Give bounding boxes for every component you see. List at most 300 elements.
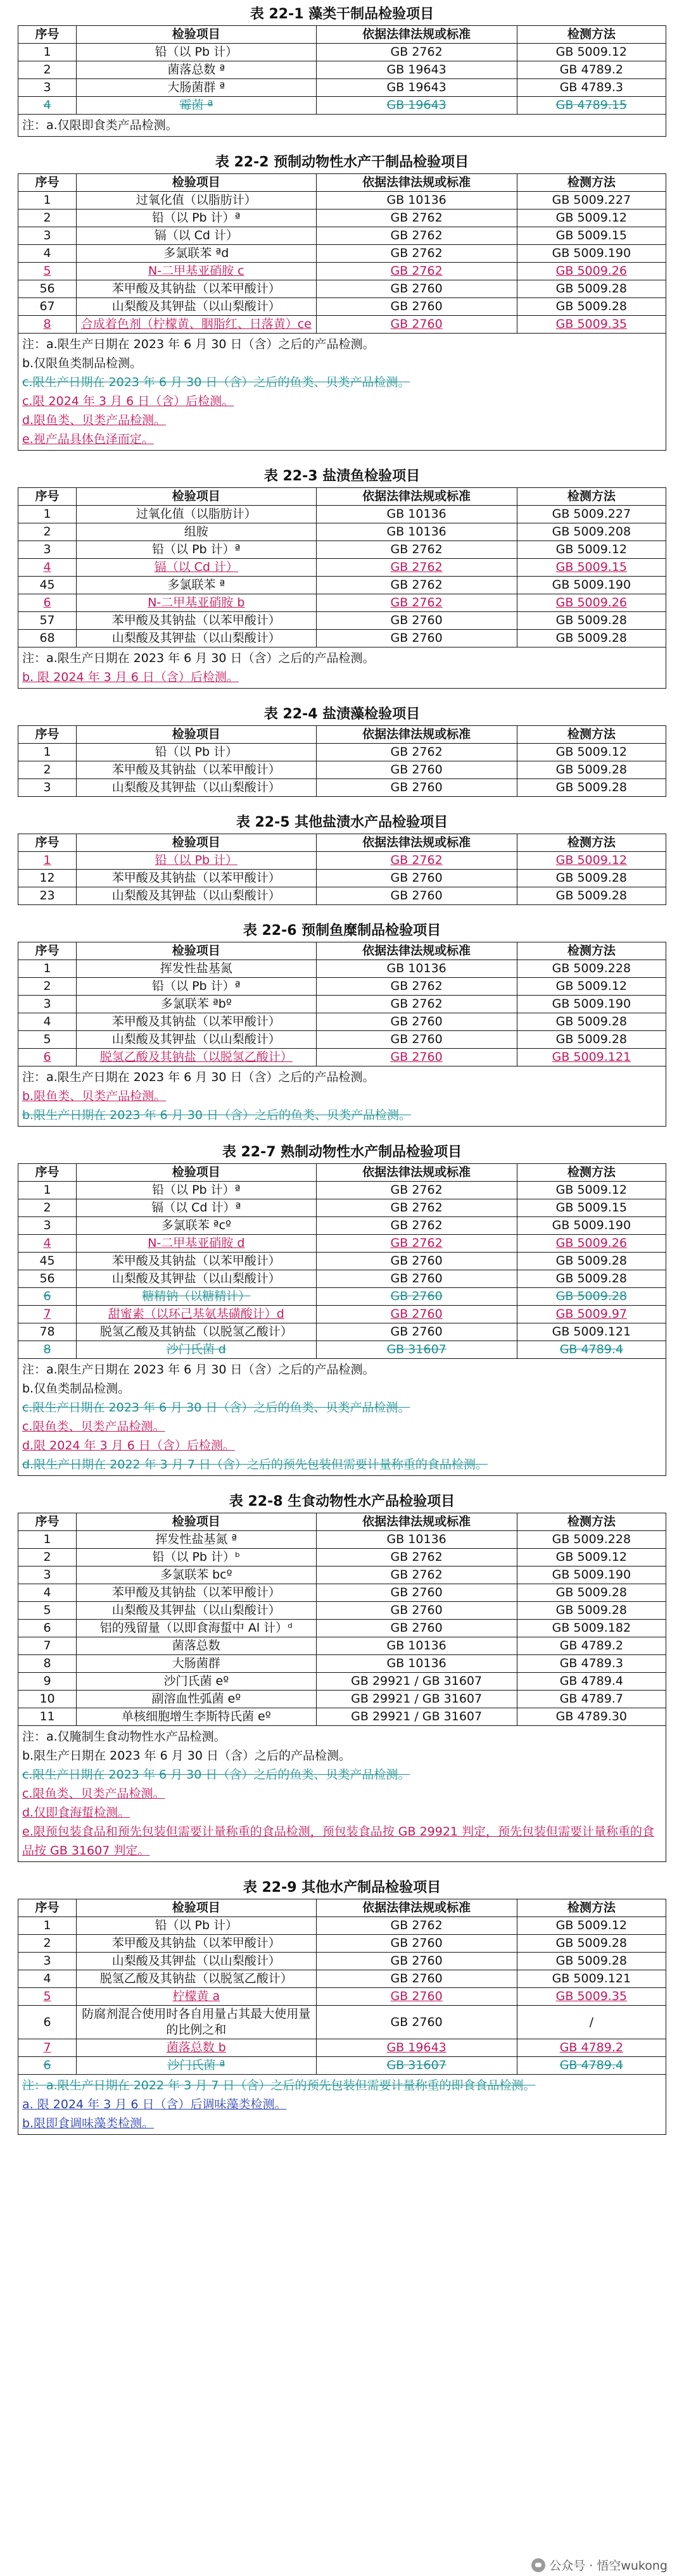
cell-text: 镉（以 Cd 计） bbox=[154, 228, 239, 242]
cell-item bbox=[77, 2006, 317, 2039]
cell-basis bbox=[316, 523, 517, 541]
cell-basis bbox=[316, 1217, 517, 1235]
cell-seq bbox=[18, 1323, 77, 1341]
cell-text: 甜蜜素（以环己基氨基磺酸计）d bbox=[108, 1307, 284, 1321]
cell-text: GB 5009.227 bbox=[552, 193, 631, 207]
cell-item bbox=[77, 2039, 317, 2057]
cell-seq bbox=[18, 541, 77, 559]
table-row bbox=[18, 779, 666, 797]
cell-basis bbox=[316, 1013, 517, 1031]
table-title: 表 22-8 生食动物性水产品检验项目 bbox=[229, 1494, 455, 1510]
table-row bbox=[18, 1049, 666, 1066]
cell-text: 单核细胞增生李斯特氏菌 eº bbox=[121, 1710, 271, 1723]
cell-item bbox=[77, 744, 317, 761]
cell-text: GB 31607 bbox=[386, 1342, 446, 1356]
column-header-basis: 依据法律法规或标准 bbox=[316, 1513, 517, 1531]
table-notes bbox=[18, 2075, 666, 2135]
cell-text: 铅（以 Pb 计）ª bbox=[152, 211, 241, 225]
cell-text: 7 bbox=[43, 1639, 51, 1653]
cell-text: 山梨酸及其钾盐（以山梨酸计） bbox=[111, 780, 281, 794]
cell-text: 大肠菌群 ª bbox=[167, 80, 225, 94]
cell-text: GB 2760 bbox=[390, 282, 443, 296]
cell-method bbox=[517, 245, 666, 263]
cell-text: GB 19643 bbox=[386, 80, 446, 94]
cell-seq bbox=[18, 1637, 77, 1655]
note-line: c.限生产日期在 2023 年 6 月 30 日（含）之后的鱼类、贝类产品检测。 bbox=[22, 1768, 410, 1782]
cell-seq bbox=[18, 1341, 77, 1359]
cell-text: GB 2762 bbox=[390, 979, 443, 993]
cell-method bbox=[517, 1288, 666, 1306]
table-row bbox=[18, 1199, 666, 1217]
note-line: c.限生产日期在 2023 年 6 月 30 日（含）之后的鱼类、贝类产品检测。 bbox=[22, 1401, 410, 1415]
cell-item bbox=[77, 209, 317, 227]
cell-text: 1 bbox=[43, 45, 51, 59]
cell-text: GB 2762 bbox=[390, 228, 443, 242]
cell-text: GB 4789.4 bbox=[559, 2058, 623, 2072]
table-row bbox=[18, 209, 666, 227]
cell-method bbox=[517, 1182, 666, 1199]
table-row bbox=[18, 1584, 666, 1602]
cell-text: 6 bbox=[43, 1050, 51, 1064]
cell-text: GB 2762 bbox=[390, 1218, 443, 1232]
cell-seq bbox=[18, 744, 77, 761]
cell-text: 苯甲酸及其钠盐（以苯甲酸计） bbox=[111, 282, 281, 296]
column-header-basis: 依据法律法规或标准 bbox=[316, 942, 517, 960]
cell-text: GB 2762 bbox=[390, 45, 443, 59]
cell-text: N-二甲基亚硝胺 c bbox=[148, 264, 244, 278]
cell-method bbox=[517, 97, 666, 115]
cell-text: 2 bbox=[43, 211, 51, 225]
cell-text: GB 10136 bbox=[386, 1532, 446, 1546]
inspection-table-section bbox=[18, 1492, 666, 1862]
cell-text: 1 bbox=[43, 507, 51, 521]
column-header-basis: 依据法律法规或标准 bbox=[316, 1164, 517, 1182]
note-line: 注：a.仅限即食类产品检测。 bbox=[22, 118, 178, 132]
cell-text: 56 bbox=[39, 1272, 55, 1285]
cell-seq bbox=[18, 2006, 77, 2039]
cell-basis bbox=[316, 1691, 517, 1708]
table-title: 表 22-5 其他盐渍水产品检验项目 bbox=[236, 815, 448, 830]
cell-item bbox=[77, 1655, 317, 1673]
note-line: 注：a.限生产日期在 2023 年 6 月 30 日（含）之后的产品检测。 bbox=[22, 651, 375, 665]
table-row bbox=[18, 1917, 666, 1935]
cell-basis bbox=[316, 1953, 517, 1970]
cell-text: GB 2762 bbox=[390, 745, 443, 759]
inspection-table-section bbox=[18, 153, 666, 451]
table-row bbox=[18, 1288, 666, 1306]
cell-item bbox=[77, 245, 317, 263]
cell-seq bbox=[18, 209, 77, 227]
column-header-method: 检测方法 bbox=[517, 1164, 666, 1182]
column-header-seq: 序号 bbox=[18, 726, 77, 744]
cell-basis bbox=[316, 960, 517, 978]
table-row bbox=[18, 996, 666, 1013]
cell-text: N-二甲基亚硝胺 d bbox=[148, 1236, 245, 1250]
cell-method bbox=[517, 996, 666, 1013]
table-row bbox=[18, 541, 666, 559]
cell-text: 脱氢乙酸及其钠盐（以脱氢乙酸计） bbox=[99, 1972, 293, 1985]
cell-method bbox=[517, 1270, 666, 1288]
inspection-table bbox=[18, 942, 666, 1066]
table-row bbox=[18, 506, 666, 523]
table-header-row bbox=[18, 488, 666, 506]
cell-method bbox=[517, 280, 666, 298]
note-line: 注：a.限生产日期在 2023 年 6 月 30 日（含）之后的产品检测。 bbox=[22, 1070, 375, 1084]
cell-basis bbox=[316, 2057, 517, 2075]
cell-text: 山梨酸及其钾盐（以山梨酸计） bbox=[111, 1272, 281, 1285]
cell-text: GB 2762 bbox=[390, 246, 443, 260]
cell-seq bbox=[18, 1270, 77, 1288]
inspection-table bbox=[18, 1513, 666, 1726]
table-row bbox=[18, 1549, 666, 1566]
note-line: b. 限 2024 年 3 月 6 日（含）后检测。 bbox=[22, 670, 239, 684]
cell-text: GB 2762 bbox=[390, 1568, 443, 1582]
cell-text: GB 5009.182 bbox=[552, 1621, 631, 1635]
cell-text: GB 5009.15 bbox=[555, 228, 628, 242]
cell-text: GB 5009.28 bbox=[555, 613, 628, 627]
cell-text: 1 bbox=[43, 745, 51, 759]
cell-text: 合成着色剂（柠檬黄、胭脂红、日落黄）ce bbox=[80, 317, 312, 331]
table-notes bbox=[18, 647, 666, 689]
cell-text: GB 2762 bbox=[390, 578, 443, 592]
cell-text: 68 bbox=[39, 631, 55, 645]
cell-text: GB 10136 bbox=[386, 1656, 446, 1670]
cell-item bbox=[77, 1602, 317, 1620]
cell-basis bbox=[316, 761, 517, 779]
cell-item bbox=[77, 280, 317, 298]
table-row bbox=[18, 744, 666, 761]
cell-seq bbox=[18, 61, 77, 79]
cell-basis bbox=[316, 61, 517, 79]
cell-item bbox=[77, 44, 317, 61]
note-line: c.限生产日期在 2023 年 6 月 30 日（含）之后的鱼类、贝类产品检测。 bbox=[22, 375, 410, 389]
cell-text: 苯甲酸及其钠盐（以苯甲酸计） bbox=[111, 1936, 281, 1950]
cell-text: GB 5009.28 bbox=[555, 1289, 628, 1303]
column-header-item: 检验项目 bbox=[77, 726, 317, 744]
cell-text: GB 5009.28 bbox=[555, 871, 628, 885]
cell-text: 7 bbox=[43, 2041, 51, 2054]
table-title: 表 22-6 预制鱼糜制品检验项目 bbox=[243, 923, 441, 939]
cell-item bbox=[77, 1341, 317, 1359]
table-title: 表 22-7 熟制动物性水产制品检验项目 bbox=[222, 1144, 462, 1160]
cell-text: GB 2760 bbox=[390, 1972, 443, 1985]
table-row bbox=[18, 630, 666, 647]
cell-item bbox=[77, 761, 317, 779]
cell-text: 沙门氏菌 ª bbox=[167, 2058, 225, 2072]
note-line: 注：a.限生产日期在 2022 年 3 月 7 日（含）之后的预先包装但需要计量称重的即食食品检测。 bbox=[22, 2079, 536, 2092]
cell-method bbox=[517, 1691, 666, 1708]
cell-text: 2 bbox=[43, 525, 51, 539]
cell-text: 山梨酸及其钾盐（以山梨酸计） bbox=[111, 1032, 281, 1046]
cell-text: GB 5009.28 bbox=[555, 780, 628, 794]
cell-item bbox=[77, 1217, 317, 1235]
cell-text: 3 bbox=[43, 997, 51, 1011]
cell-text: GB 5009.208 bbox=[552, 525, 631, 539]
cell-method bbox=[517, 1584, 666, 1602]
column-header-item: 检验项目 bbox=[77, 834, 317, 852]
cell-item bbox=[77, 97, 317, 115]
cell-text: 山梨酸及其钾盐（以山梨酸计） bbox=[111, 631, 281, 645]
table-title: 表 22-1 藻类干制品检验项目 bbox=[250, 6, 434, 22]
cell-method bbox=[517, 744, 666, 761]
cell-method bbox=[517, 1988, 666, 2006]
cell-text: 沙门氏菌 d bbox=[166, 1342, 226, 1356]
cell-text: 5 bbox=[43, 1603, 51, 1617]
table-row bbox=[18, 44, 666, 61]
cell-text: GB 5009.28 bbox=[555, 631, 628, 645]
cell-text: 45 bbox=[39, 1254, 55, 1268]
cell-seq bbox=[18, 1655, 77, 1673]
cell-item bbox=[77, 1013, 317, 1031]
cell-basis bbox=[316, 2006, 517, 2039]
cell-text: 多氯联苯 ªd bbox=[163, 246, 229, 260]
cell-seq bbox=[18, 1673, 77, 1691]
cell-text: GB 2760 bbox=[390, 631, 443, 645]
table-row bbox=[18, 1620, 666, 1637]
cell-seq bbox=[18, 887, 77, 905]
cell-text: 6 bbox=[43, 1289, 51, 1303]
cell-text: GB 5009.28 bbox=[555, 1603, 628, 1617]
cell-text: 苯甲酸及其钠盐（以苯甲酸计） bbox=[111, 613, 281, 627]
cell-text: GB 2762 bbox=[390, 1236, 443, 1250]
cell-text: GB 4789.2 bbox=[559, 63, 623, 77]
cell-text: GB 31607 bbox=[386, 2058, 446, 2072]
cell-basis bbox=[316, 1253, 517, 1270]
cell-text: GB 2760 bbox=[390, 1325, 443, 1339]
cell-seq bbox=[18, 978, 77, 996]
table-row bbox=[18, 1182, 666, 1199]
cell-item bbox=[77, 1031, 317, 1049]
cell-text: 2 bbox=[43, 1936, 51, 1950]
cell-item bbox=[77, 887, 317, 905]
cell-seq bbox=[18, 2039, 77, 2057]
cell-method bbox=[517, 1235, 666, 1253]
table-row bbox=[18, 1637, 666, 1655]
cell-method bbox=[517, 1049, 666, 1066]
table-row bbox=[18, 1566, 666, 1584]
cell-seq bbox=[18, 1013, 77, 1031]
table-header-row bbox=[18, 1164, 666, 1182]
cell-method bbox=[517, 506, 666, 523]
table-row bbox=[18, 870, 666, 887]
cell-basis bbox=[316, 1031, 517, 1049]
cell-text: 过氧化值（以脂肪计） bbox=[136, 193, 256, 207]
cell-text: 4 bbox=[43, 1972, 51, 1985]
table-row bbox=[18, 298, 666, 316]
cell-basis bbox=[316, 97, 517, 115]
cell-item bbox=[77, 1691, 317, 1708]
table-row bbox=[18, 1602, 666, 1620]
cell-method bbox=[517, 1620, 666, 1637]
table-row bbox=[18, 1013, 666, 1031]
cell-basis bbox=[316, 1566, 517, 1584]
cell-item bbox=[77, 1270, 317, 1288]
cell-seq bbox=[18, 594, 77, 612]
cell-seq bbox=[18, 1620, 77, 1637]
cell-text: 铅（以 Pb 计）ª bbox=[152, 1183, 241, 1197]
table-header-row bbox=[18, 726, 666, 744]
column-header-basis: 依据法律法规或标准 bbox=[316, 174, 517, 192]
watermark bbox=[531, 2556, 668, 2573]
cell-method bbox=[517, 263, 666, 280]
cell-text: GB 5009.28 bbox=[555, 1032, 628, 1046]
note-line: 注：a.仅腌制生食动物性水产品检测。 bbox=[22, 1730, 226, 1744]
table-header-row bbox=[18, 1899, 666, 1917]
cell-basis bbox=[316, 1549, 517, 1566]
cell-text: 4 bbox=[43, 246, 51, 260]
cell-text: GB 5009.12 bbox=[555, 1918, 628, 1932]
cell-seq bbox=[18, 630, 77, 647]
cell-basis bbox=[316, 227, 517, 245]
cell-text: GB 10136 bbox=[386, 1639, 446, 1653]
inspection-table bbox=[18, 487, 666, 647]
cell-basis bbox=[316, 744, 517, 761]
table-row bbox=[18, 227, 666, 245]
cell-item bbox=[77, 612, 317, 630]
cell-text: 45 bbox=[39, 578, 55, 592]
note-line: e.视产品具体色泽而定。 bbox=[22, 432, 154, 446]
cell-basis bbox=[316, 612, 517, 630]
table-header-row bbox=[18, 834, 666, 852]
cell-basis bbox=[316, 1637, 517, 1655]
table-row bbox=[18, 1253, 666, 1270]
cell-method bbox=[517, 1953, 666, 1970]
cell-item bbox=[77, 298, 317, 316]
cell-text: 3 bbox=[43, 228, 51, 242]
cell-text: 铅（以 Pb 计）ª bbox=[152, 979, 241, 993]
cell-text: GB 5009.12 bbox=[555, 1183, 628, 1197]
table-row bbox=[18, 2057, 666, 2075]
note-line: 注：a.限生产日期在 2023 年 6 月 30 日（含）之后的产品检测。 bbox=[22, 1363, 375, 1377]
cell-text: GB 5009.15 bbox=[555, 1201, 628, 1215]
cell-basis bbox=[316, 1988, 517, 2006]
cell-text: GB 2760 bbox=[390, 1289, 443, 1303]
cell-basis bbox=[316, 1323, 517, 1341]
column-header-method: 检测方法 bbox=[517, 26, 666, 44]
table-row bbox=[18, 280, 666, 298]
table-row bbox=[18, 1691, 666, 1708]
cell-method bbox=[517, 2006, 666, 2039]
cell-text: GB 10136 bbox=[386, 193, 446, 207]
inspection-table bbox=[18, 834, 666, 905]
cell-text: 4 bbox=[43, 1015, 51, 1029]
cell-text: GB 19643 bbox=[386, 98, 446, 112]
cell-text: 铅（以 Pb 计）ᵇ bbox=[152, 1550, 241, 1564]
cell-basis bbox=[316, 630, 517, 647]
cell-text: 苯甲酸及其钠盐（以苯甲酸计） bbox=[111, 871, 281, 885]
cell-text: GB 5009.190 bbox=[552, 1218, 631, 1232]
table-row bbox=[18, 1341, 666, 1359]
table-row bbox=[18, 1708, 666, 1726]
cell-text: GB 5009.28 bbox=[555, 1585, 628, 1599]
note-line: b.仅限鱼类制品检测。 bbox=[22, 356, 142, 370]
cell-item bbox=[77, 1235, 317, 1253]
cell-basis bbox=[316, 1584, 517, 1602]
cell-seq bbox=[18, 761, 77, 779]
cell-method bbox=[517, 594, 666, 612]
cell-item bbox=[77, 192, 317, 209]
cell-basis bbox=[316, 887, 517, 905]
table-row bbox=[18, 761, 666, 779]
cell-seq bbox=[18, 1199, 77, 1217]
cell-text: GB 5009.26 bbox=[555, 264, 628, 278]
cell-item bbox=[77, 978, 317, 996]
note-line: c.限鱼类、贝类产品检测。 bbox=[22, 1787, 165, 1801]
table-header-row bbox=[18, 26, 666, 44]
cell-text: 4 bbox=[43, 98, 51, 112]
cell-method bbox=[517, 227, 666, 245]
cell-text: GB 5009.35 bbox=[555, 1989, 628, 2003]
cell-item bbox=[77, 506, 317, 523]
cell-seq bbox=[18, 1049, 77, 1066]
cell-text: 3 bbox=[43, 542, 51, 556]
cell-text: GB 5009.190 bbox=[552, 1568, 631, 1582]
cell-text: 苯甲酸及其钠盐（以苯甲酸计） bbox=[111, 763, 281, 777]
cell-text: GB 5009.190 bbox=[552, 578, 631, 592]
table-row bbox=[18, 523, 666, 541]
cell-seq bbox=[18, 1549, 77, 1566]
cell-basis bbox=[316, 852, 517, 870]
note-line: b.限生产日期在 2023 年 6 月 30 日（含）之后的产品检测。 bbox=[22, 1749, 351, 1763]
cell-text: 3 bbox=[43, 1218, 51, 1232]
cell-basis bbox=[316, 1288, 517, 1306]
table-row bbox=[18, 245, 666, 263]
cell-text: 1 bbox=[43, 1532, 51, 1546]
cell-text: GB 2760 bbox=[390, 2015, 443, 2029]
cell-method bbox=[517, 1970, 666, 1988]
cell-text: GB 5009.28 bbox=[555, 282, 628, 296]
cell-text: GB 2760 bbox=[390, 299, 443, 313]
cell-item bbox=[77, 1620, 317, 1637]
cell-text: 4 bbox=[43, 1585, 51, 1599]
cell-method bbox=[517, 761, 666, 779]
column-header-basis: 依据法律法规或标准 bbox=[316, 26, 517, 44]
cell-item bbox=[77, 960, 317, 978]
cell-basis bbox=[316, 263, 517, 280]
cell-method bbox=[517, 316, 666, 334]
table-row bbox=[18, 1673, 666, 1691]
cell-text: GB 5009.228 bbox=[552, 1532, 631, 1546]
cell-text: GB 29921 / GB 31607 bbox=[351, 1674, 483, 1688]
cell-text: 铅（以 Pb 计） bbox=[155, 1918, 238, 1932]
cell-seq bbox=[18, 1235, 77, 1253]
cell-item bbox=[77, 1584, 317, 1602]
cell-basis bbox=[316, 192, 517, 209]
cell-text: 1 bbox=[43, 853, 51, 867]
cell-seq bbox=[18, 852, 77, 870]
cell-text: 菌落总数 ª bbox=[167, 63, 225, 77]
cell-text: 2 bbox=[43, 63, 51, 77]
inspection-table-section bbox=[18, 1143, 666, 1476]
cell-method bbox=[517, 1253, 666, 1270]
table-row bbox=[18, 61, 666, 79]
cell-basis bbox=[316, 316, 517, 334]
cell-text: GB 5009.28 bbox=[555, 763, 628, 777]
column-header-basis: 依据法律法规或标准 bbox=[316, 488, 517, 506]
cell-basis bbox=[316, 594, 517, 612]
cell-text: GB 29921 / GB 31607 bbox=[351, 1692, 483, 1706]
cell-text: 3 bbox=[43, 80, 51, 94]
cell-item bbox=[77, 1917, 317, 1935]
cell-text: 6 bbox=[43, 596, 51, 610]
cell-text: 山梨酸及其钾盐（以山梨酸计） bbox=[111, 1603, 281, 1617]
cell-item bbox=[77, 630, 317, 647]
cell-item bbox=[77, 316, 317, 334]
cell-seq bbox=[18, 612, 77, 630]
cell-seq bbox=[18, 1708, 77, 1726]
cell-text: GB 2760 bbox=[390, 1050, 443, 1064]
cell-text: GB 4789.4 bbox=[559, 1342, 623, 1356]
